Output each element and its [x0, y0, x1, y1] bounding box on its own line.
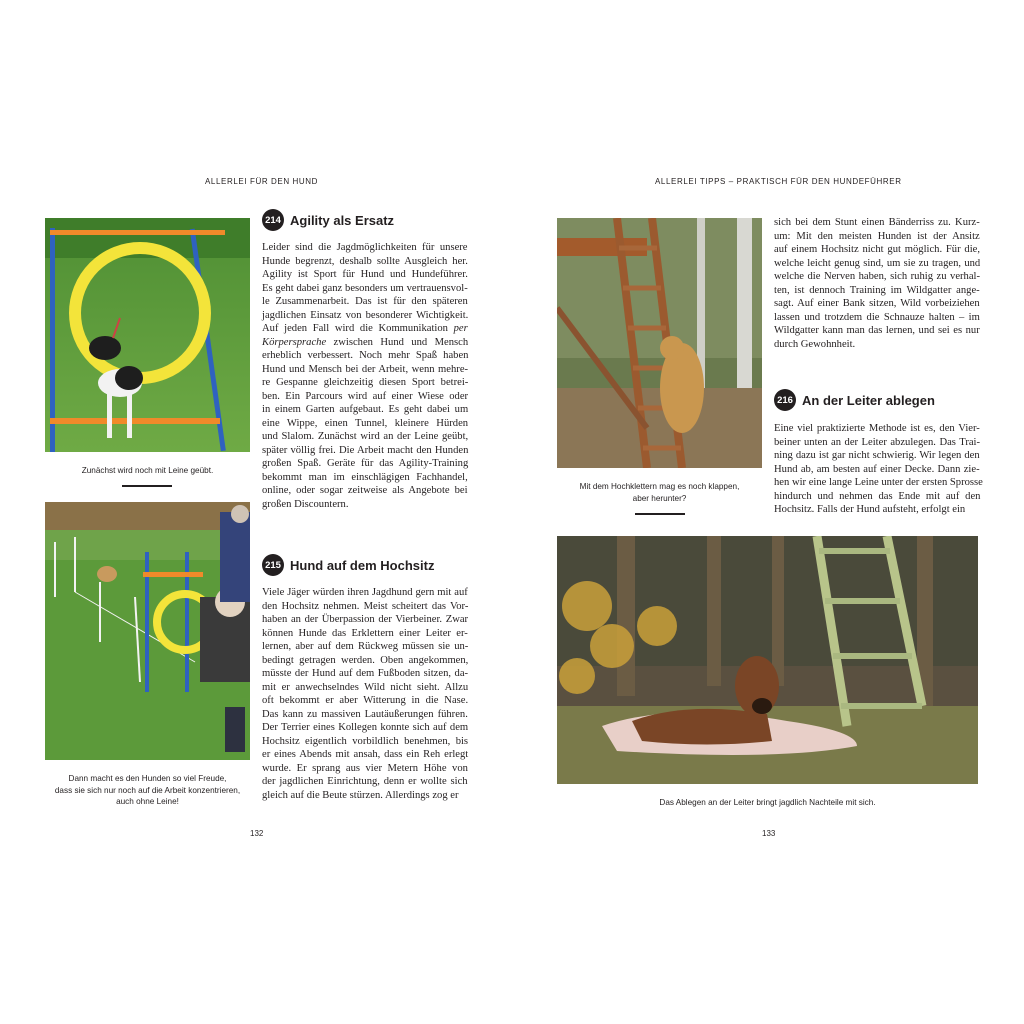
- text-line: hen wir eine lange Leine unter der ersten Sprosse: [774, 477, 983, 488]
- text-line: beiner unten an der Leiter abzulegen. Das Trai-: [774, 436, 981, 448]
- text-line: auf einem Hochsitz nicht gut möglich. Für die,: [774, 244, 981, 255]
- text-line: lernen, aber auf dem Rückweg müssen sie un-: [262, 641, 469, 652]
- text-line: Das kann zu massiven Lautäußerungen führen.: [262, 708, 468, 720]
- section-number-badge: 216: [774, 389, 796, 411]
- running-head-right: ALLERLEI TIPPS – PRAKTISCH FÜR DEN HUNDEFÜHRER: [655, 177, 902, 186]
- text-line: ning dazu ist gar nicht schwierig. Wir legen den: [774, 450, 980, 461]
- agility-ring-photo: [45, 218, 250, 452]
- text-line: le Zusammenarbeit. Das ist für den späteren: [262, 296, 468, 307]
- text-line: können Hunde das Erklettern einer Leiter er-: [262, 627, 468, 639]
- text-line: und Slalom. Zunächst wird an der Leine geübt,: [262, 431, 469, 442]
- text-line: durch Gewohnheit.: [774, 338, 856, 350]
- text-line: welche die Nerven haben, sich ruhig zu verhal-: [774, 271, 981, 282]
- page-number-right: 133: [762, 829, 776, 838]
- section-number-badge: 215: [262, 554, 284, 576]
- text-line: großen Spaß. Geräte für das Agility-Training: [262, 458, 469, 469]
- text-line: erheblich verbessert. Noch mehr Spaß haben: [262, 350, 469, 361]
- text-line: Eine viel praktizierte Methode ist es, den Vier-: [774, 423, 980, 434]
- text-line: er eines Abends mit ansah, dass ein Reh erlegt: [262, 749, 469, 760]
- section-title: An der Leiter ablegen: [802, 392, 935, 408]
- caption-rule: [635, 513, 685, 515]
- text-line: lassen und trotzdem die Schnauze halten – im: [774, 311, 980, 323]
- text-line: später völlig frei. Die Arbeit macht den Hunden: [262, 444, 469, 456]
- agility-course-photo: [45, 502, 250, 760]
- text-line: hindurch und nehmen das Ende mit auf den: [774, 490, 981, 502]
- text-line: jagdlichen Einsatz von besonderer Wichtigkeit.: [262, 309, 469, 321]
- running-head-left: ALLERLEI FÜR DEN HUND: [205, 177, 319, 186]
- text-line: ben. Ein Parcours wird auf einer Wiese oder: [262, 390, 469, 402]
- section-heading-215: [262, 554, 434, 576]
- text-line: Auf jeden Fall wird die Kommunikation per: [262, 323, 468, 334]
- text-line: Viele Jäger würden ihren Jagdhund gern mit auf: [262, 587, 468, 598]
- text-line: Leider sind die Jagdmöglichkeiten für unsere: [262, 242, 468, 253]
- text-line: oft bekommt er aber Witterung in die Nase.: [262, 695, 469, 706]
- text-line: online, oder sogar zeitweise als Angebote bei: [262, 485, 468, 496]
- text-line: ten, ist dennoch Training im Wildgatter ange-: [774, 284, 980, 296]
- text-line: müsste der Hund auf dem Fußboden sitzen, da-: [262, 668, 469, 679]
- page-number-left: 132: [250, 829, 264, 838]
- photo-caption: Das Ablegen an der Leiter bringt jagdlich Nachteile mit sich.: [659, 798, 876, 807]
- text-line: mit er anwechselndes Wild nicht sieht. Allzu: [262, 681, 469, 693]
- dog-ladder-photo: [557, 218, 762, 468]
- text-line: in einem Garten aufgebaut. Es geht dabei um: [262, 404, 469, 415]
- text-line: wurde. Er sprang aus vier Metern Höhe von: [262, 762, 468, 774]
- text-line: bekommt man im einschlägigen Fachhandel,: [262, 471, 468, 483]
- text-line: der jagdlichen Einrichtung, denn er wollte sich: [262, 776, 468, 787]
- text-line: den Hochsitz nehmen. Meist scheitert das Vor-: [262, 600, 469, 612]
- section-body-214: [262, 241, 468, 511]
- photo-caption-multiline: Dann macht es den Hunden so viel Freude, dass sie sich nur noch auf die Arbeit konzentrieren, auch ohne Leine!: [54, 774, 241, 806]
- section-number-badge: 214: [262, 209, 284, 231]
- text-line: sagt. Auf einer Bank sitzen, Wild vorbeiziehen: [774, 298, 980, 309]
- text-line: Hochsitz. Falls der Hund aufsteht, erfolgt ein: [774, 504, 966, 515]
- text-line: Hunde begrenzt, deshalb sollte Ausgleich her.: [262, 255, 468, 267]
- text-line: Hund und Mensch bei der Arbeit, wenn mehre-: [262, 363, 469, 375]
- text-line: Hochsitz eigentlich vorbildlich benehmen, bis: [262, 735, 469, 747]
- text-line: gleich auf die Beute stürzen. Allerdings zog er: [262, 789, 459, 801]
- text-line: Es geht dabei ganz besonders um vertrauensvol-: [262, 282, 468, 294]
- section-body-215-continued: [774, 216, 980, 351]
- text-line: Körpersprache zwischen Hund und Mensch: [262, 336, 469, 348]
- section-body-215: [262, 586, 468, 802]
- text-line: haben an der Überpassion der Vierbeiner. Zwar: [262, 614, 469, 625]
- section-title: Agility als Ersatz: [290, 212, 395, 228]
- text-line: bedingt getragen werden. Oben angekommen,: [262, 654, 469, 666]
- text-line: re Gespanne gleichzeitig diesen Sport betrei-: [262, 377, 469, 388]
- photo-caption: Zunächst wird noch mit Leine geübt.: [81, 466, 214, 475]
- text-line: welche leicht genug sind, um sie zu tragen, und: [774, 257, 981, 269]
- text-line: großen Discountern.: [262, 498, 349, 510]
- section-heading-216: [774, 389, 935, 411]
- text-line: um: Mit den meisten Hunden ist der Ansitz: [774, 230, 980, 242]
- text-line: Wildgatter kann man das lernen, und sei es nur: [774, 325, 980, 336]
- photo-caption-multiline: Mit dem Hochklettern mag es noch klappen, aber herunter?: [579, 482, 740, 503]
- text-line: sich bei dem Stunt einen Bänderriss zu. Kurz-: [774, 217, 980, 228]
- section-body-216: [774, 422, 983, 517]
- section-title: Hund auf dem Hochsitz: [290, 557, 435, 573]
- text-line: eine Wippe, einen Tunnel, kleinere Hürden: [262, 417, 469, 429]
- section-heading-214: [262, 209, 394, 231]
- caption-rule: [122, 485, 172, 487]
- dog-lying-ladder-photo: [557, 536, 978, 784]
- text-line: Der Terrier eines Kollegen konnte sich auf dem: [262, 722, 469, 733]
- text-line: Agility ist Sport für Hund und Hundeführer.: [262, 269, 468, 280]
- text-line: Hund ab, am besten auf einer Decke. Dann zie-: [774, 463, 980, 475]
